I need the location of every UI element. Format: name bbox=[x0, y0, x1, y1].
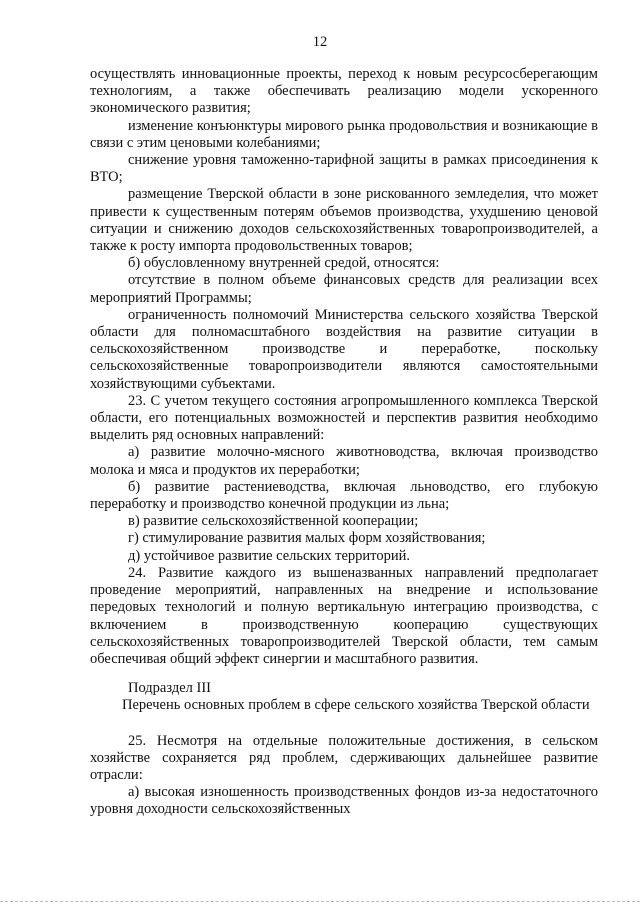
paragraph: изменение конъюнктуры мирового рынка продовольствия и возникающие в связи с этим ценовыми колебаниями; bbox=[90, 117, 598, 151]
subsection-label: Подраздел III bbox=[128, 680, 211, 697]
paragraph: осуществлять инновационные проекты, переход к новым ресурсосберегающим технологиям, а также обеспечивать реализацию модели ускоренного экономического развития; bbox=[90, 66, 598, 117]
list-item: д) устойчивое развитие сельских территорий. bbox=[128, 547, 410, 564]
list-item: а) развитие молочно-мясного животноводства, включая производство молока и мяса и продуктов их переработки; bbox=[90, 444, 598, 478]
list-item: б) развитие растениеводства, включая льноводство, его глубокую переработку и производство конечной продукции из льна; bbox=[90, 478, 598, 513]
paragraph: а) высокая изношенность производственных фондов из-за недостаточного уровня доходности сельскохозяйственных bbox=[90, 784, 598, 818]
paragraph: 23. С учетом текущего состояния агропромышленного комплекса Тверской области, его потенциальных возможностей и перспектив развития необходимо выделить ряд основных направлений: bbox=[90, 392, 598, 444]
paragraph: 25. Несмотря на отдельные положительные достижения, в сельском хозяйстве сохраняется ряд проблем, сдерживающих дальнейшее развитие отрасли: bbox=[90, 732, 598, 783]
scan-edge-line bbox=[0, 901, 640, 903]
paragraph: снижение уровня таможенно-тарифной защиты в рамках присоединения к ВТО; bbox=[90, 152, 598, 186]
list-item: г) стимулирование развития малых форм хозяйствования; bbox=[128, 530, 486, 547]
paragraph: отсутствие в полном объеме финансовых средств для реализации всех мероприятий Программы; bbox=[90, 272, 598, 306]
paragraph: 24. Развитие каждого из вышеназванных направлений предполагает проведение мероприятий, направленных на внедрение и использование передовых технологий и полную вертикальную интеграцию производства, с включением в производственную кооперацию существующих сельскохозяйственных товаропроизводителей Тверской области, тем самым обеспечивая общий эффект синергии и масштабного развития. bbox=[90, 564, 598, 667]
subsection-title: Перечень основных проблем в сфере сельского хозяйства Тверской области bbox=[122, 697, 590, 714]
paragraph: ограниченность полномочий Министерства сельского хозяйства Тверской области для полномасштабного воздействия на развитие ситуации в сельскохозяйственном производстве и переработке, поскольку сельскохозяйственные товаропроизводители являются самостоятельными хозяйствующими субъектами. bbox=[90, 306, 598, 392]
paragraph: размещение Тверской области в зоне рискованного земледелия, что может привести к существенным потерям объемов производства, ухудшению ценовой ситуации и снижению доходов сельскохозяйственных товаропроизводителей, а также к росту импорта продовольственных товаров; bbox=[90, 186, 598, 255]
page-number: 12 bbox=[312, 34, 328, 50]
document-body bbox=[90, 66, 598, 819]
paragraph: б) обусловленному внутренней средой, относятся: bbox=[128, 255, 440, 272]
list-item: в) развитие сельскохозяйственной кооперации; bbox=[128, 513, 419, 530]
